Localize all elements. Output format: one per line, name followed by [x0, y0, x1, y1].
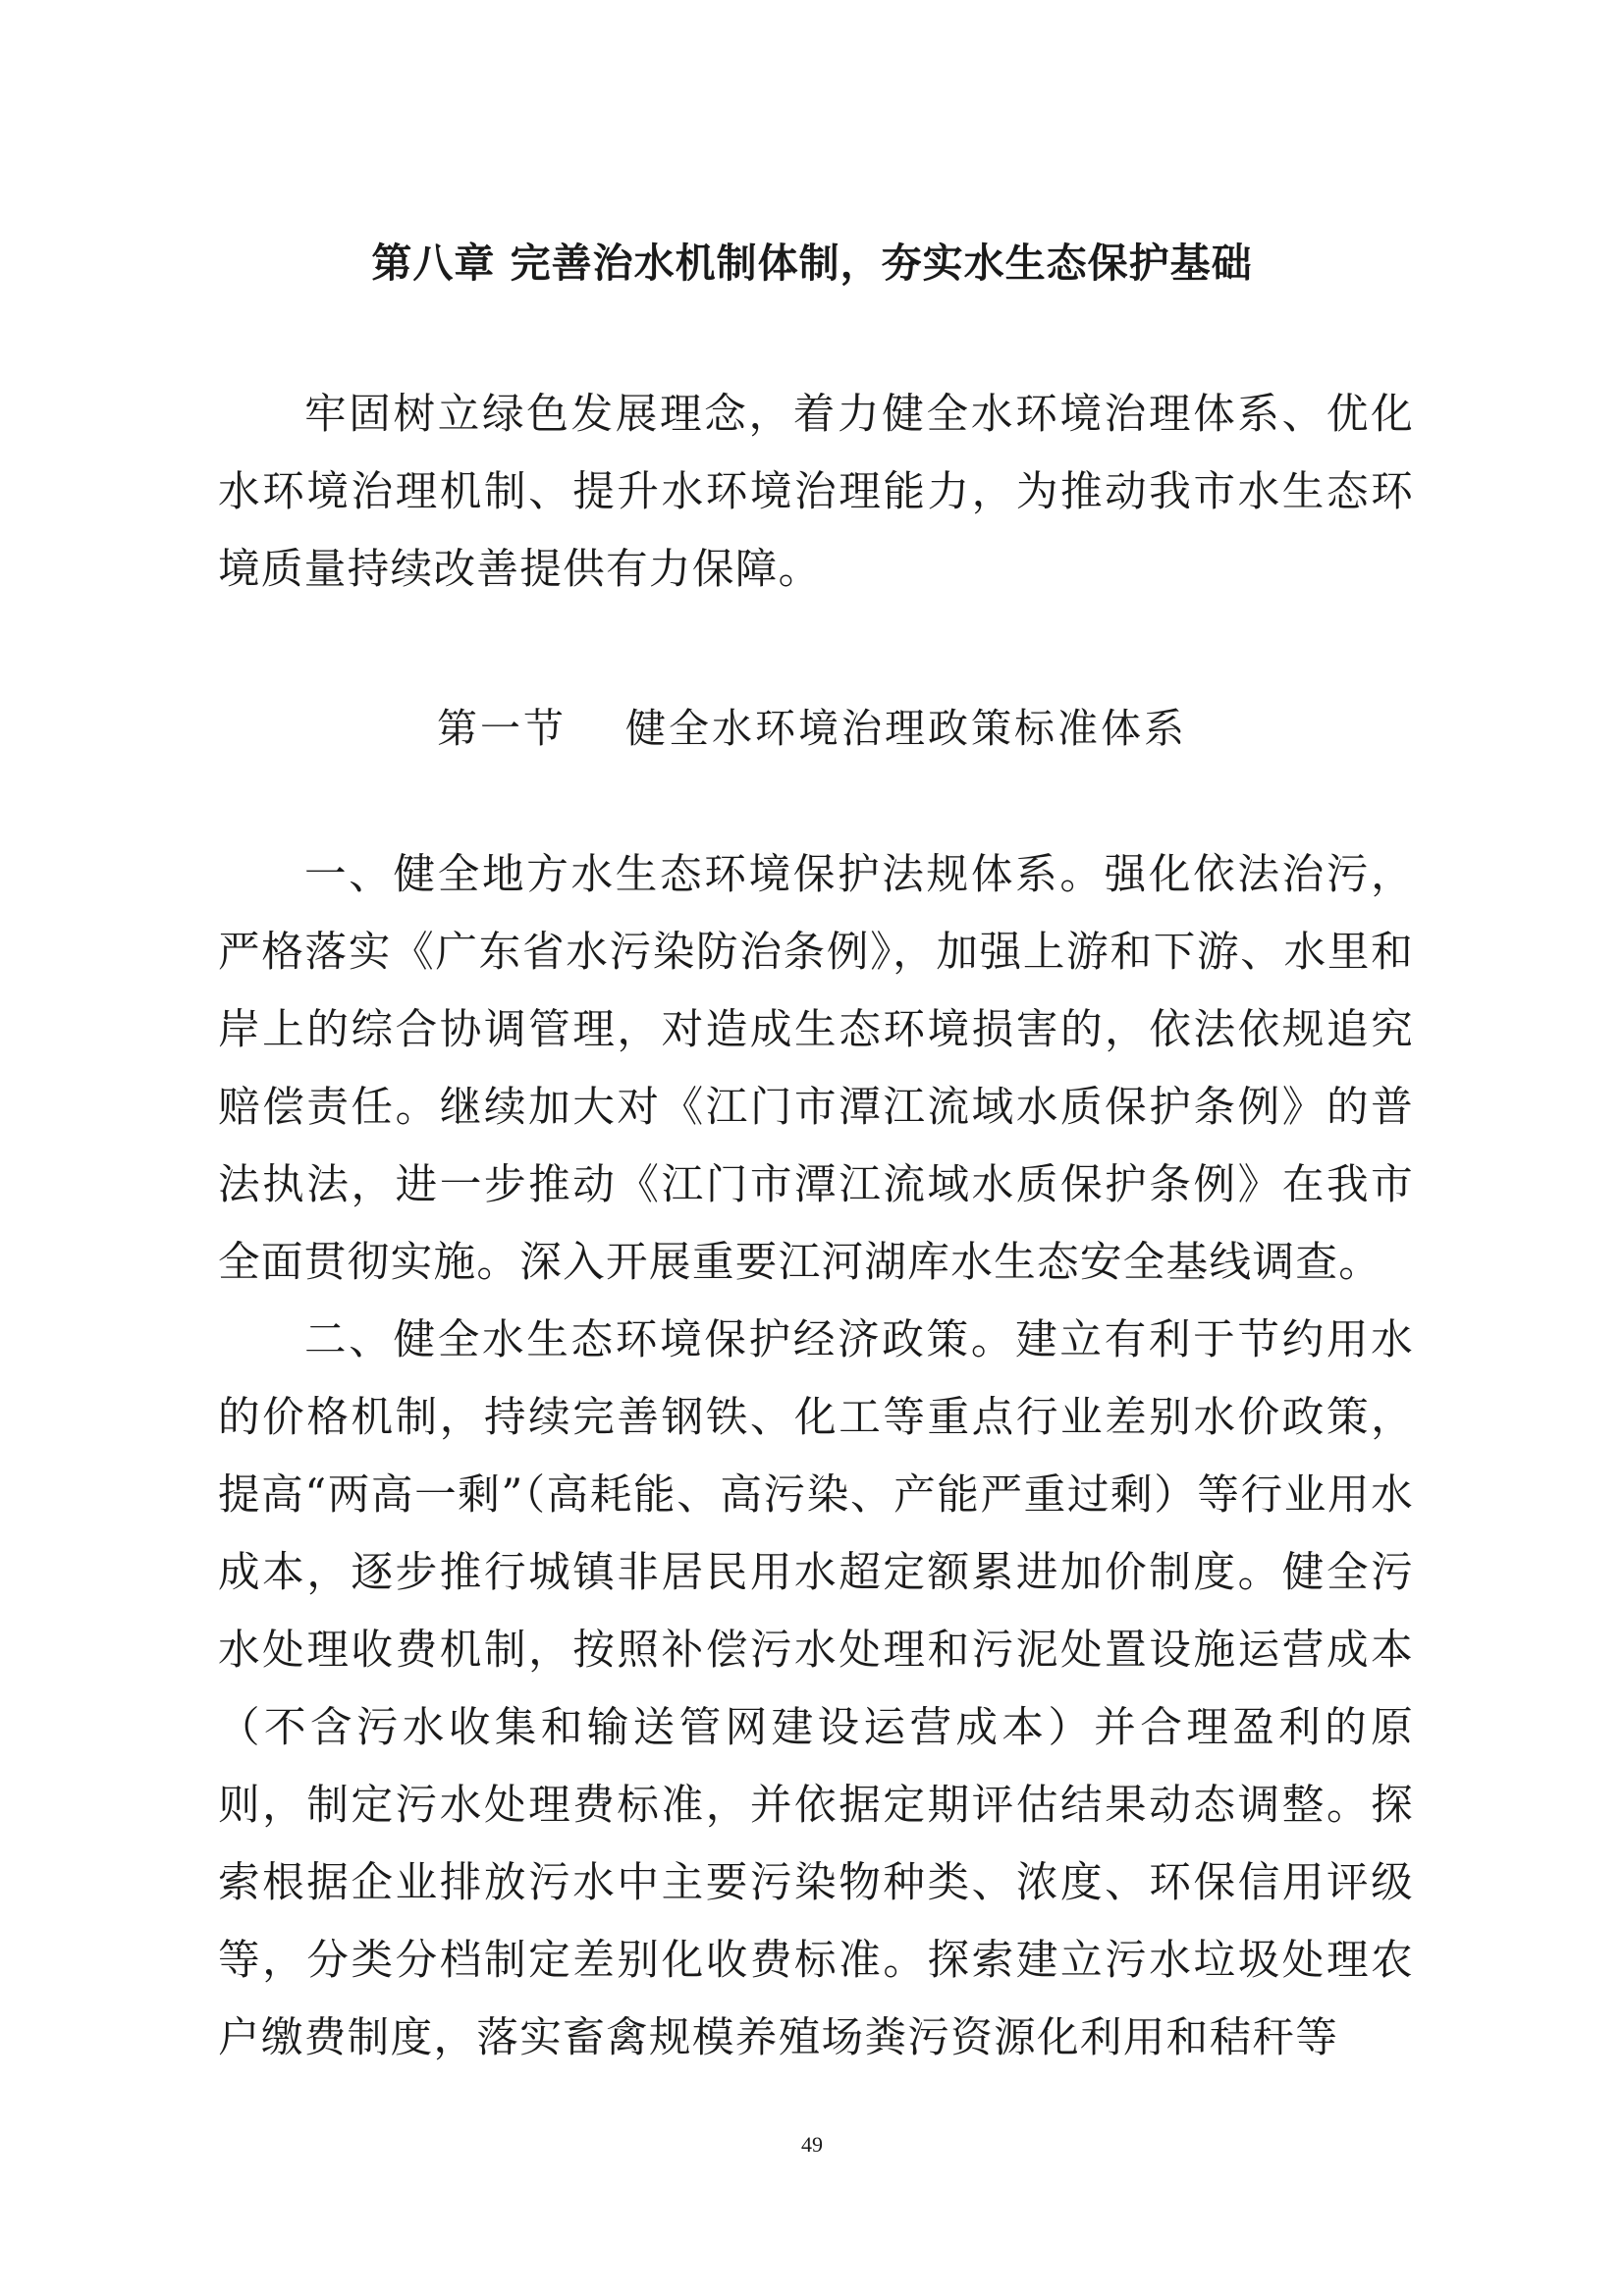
intro-text: 牢固树立绿色发展理念，着力健全水环境治理体系、优化水环境治理机制、提升水环境治理能力，为推动我市水生态环境质量持续改善提供有力保障。	[218, 390, 1414, 594]
section-title	[0, 699, 1624, 758]
section-heading: 健全水环境治理政策标准体系	[625, 705, 1187, 752]
section-number: 第一节	[437, 705, 567, 752]
paragraph-item-2: 二、健全水生态环境保护经济政策。建立有利于节约用水的价格机制，持续完善钢铁、化工等重点行业差别水价政策，提高“两高一剩”（高耗能、高污染、产能严重过剩）等行业用水成本，逐步推行城镇非居民用水超定额累进加价制度。健全污水处理收费机制，按照补偿污水处理和污泥处置设施运营成本（不含污水收集和输送管网建设运营成本）并合理盈利的原则，制定污水处理费标准，并依据定期评估结果动态调整。探索根据企业排放污水中主要污染物种类、浓度、环保信用评级等，分类分档制定差别化收费标准。探索建立污水垃圾处理农户缴费制度，落实畜禽规模养殖场粪污资源化利用和秸秆等	[218, 1315, 1414, 2062]
section-body	[218, 836, 1414, 2077]
intro-paragraph	[218, 376, 1414, 609]
page-number: 49	[801, 2132, 823, 2157]
chapter-title: 第八章 完善治水机制体制，夯实水生态保护基础	[371, 240, 1253, 287]
paragraph-item-1: 一、健全地方水生态环境保护法规体系。强化依法治污，严格落实《广东省水污染防治条例》，加强上游和下游、水里和岸上的综合协调管理，对造成生态环境损害的，依法依规追究赔偿责任。继续加大对《江门市潭江流域水质保护条例》的普法执法，进一步推动《江门市潭江流域水质保护条例》在我市全面贯彻实施。深入开展重要江河湖库水生态安全基线调查。	[218, 850, 1414, 1287]
